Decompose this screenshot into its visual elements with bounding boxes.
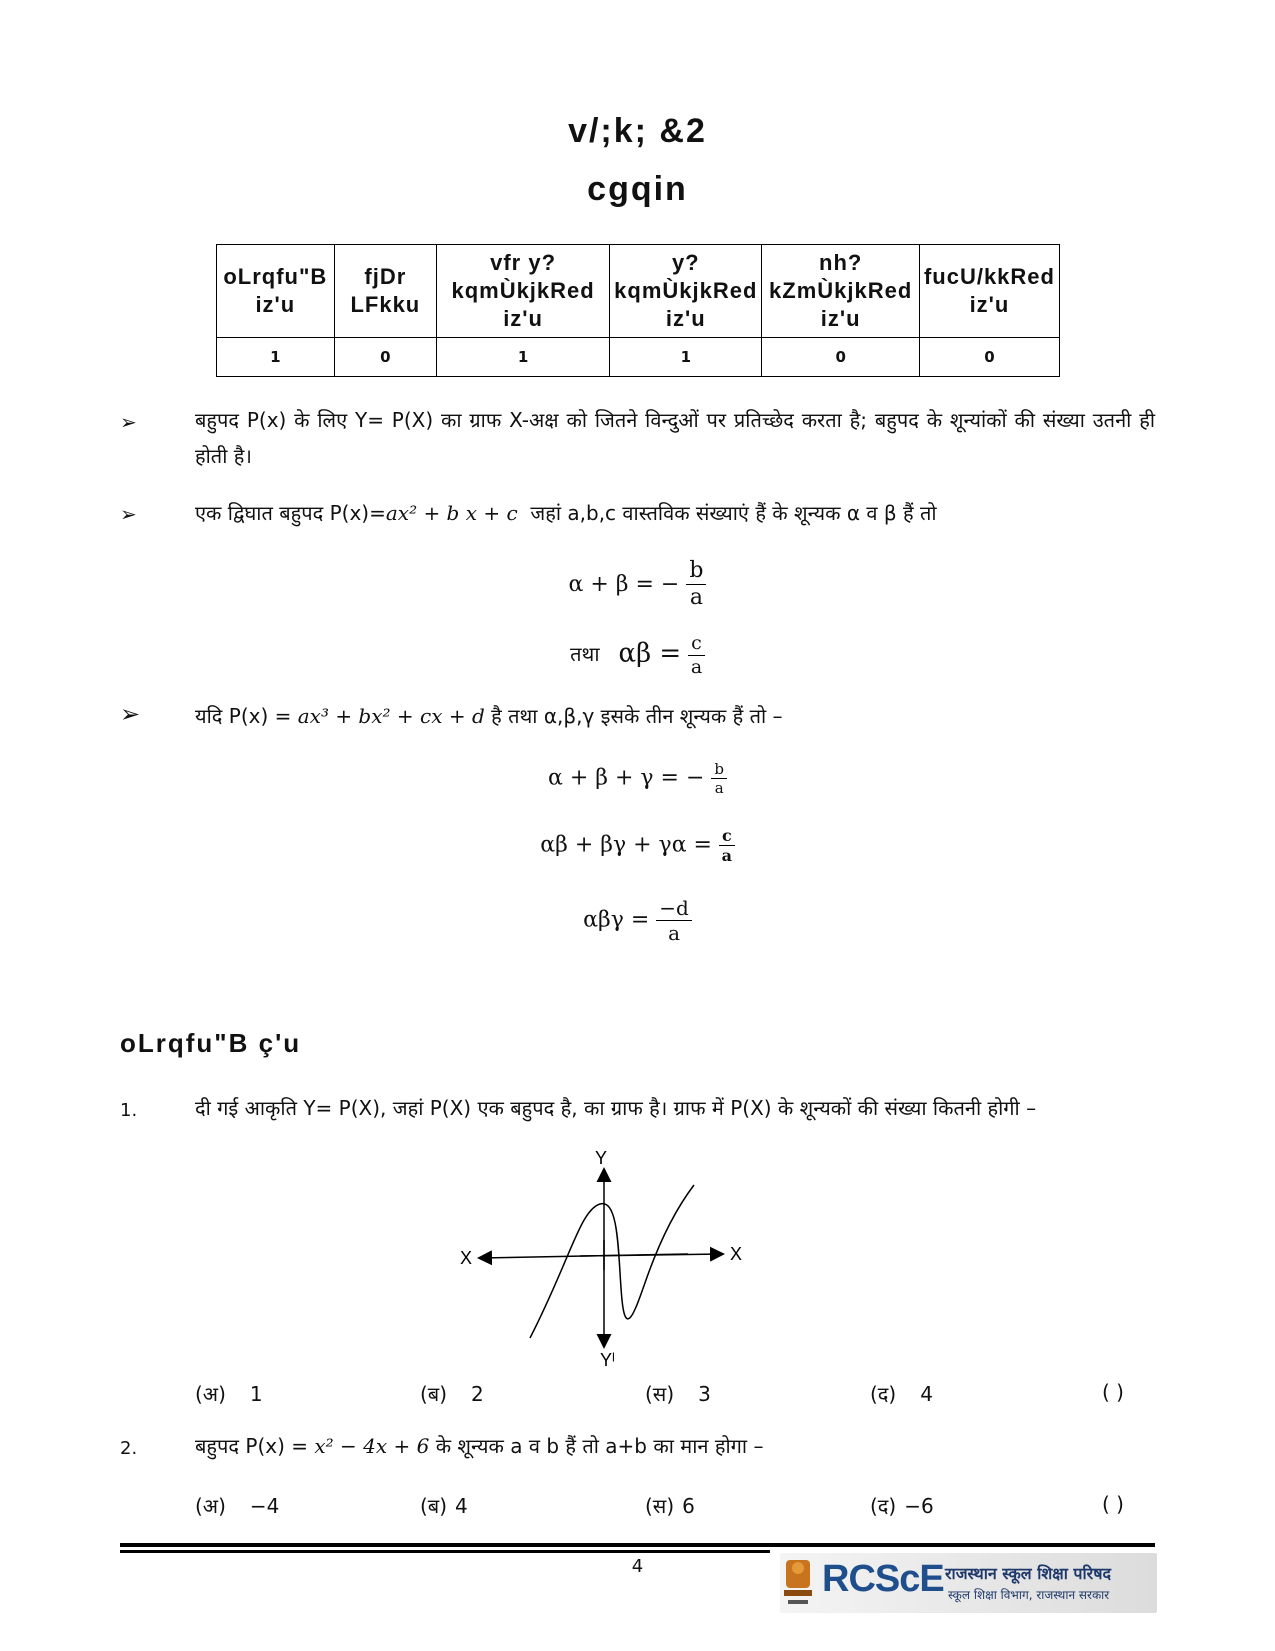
chapter-name: cgqin <box>587 170 688 208</box>
q1-option-b[interactable] <box>420 1380 484 1407</box>
header-line: fjDr <box>364 264 407 289</box>
option-value: 1 <box>249 1382 263 1406</box>
q1-answer-box[interactable]: ( ) <box>1102 1380 1124 1404</box>
note-text: एक द्विघात बहुपद P(x)= <box>195 501 386 525</box>
q2-option-d[interactable] <box>870 1492 934 1519</box>
option-value: 4 <box>920 1382 933 1406</box>
formula-lhs: αβ = <box>618 638 682 669</box>
note-bullet-3 <box>195 698 1155 734</box>
question-weightage-table <box>216 244 1060 377</box>
note-text: है तथा α,β,γ इसके तीन शून्यक हैं तो – <box>491 704 783 728</box>
option-value: −4 <box>249 1494 280 1518</box>
option-label: (अ) <box>195 1382 226 1406</box>
header-line: vfr y?kqmÙkjkRed <box>451 250 595 303</box>
numerator: b <box>686 558 706 585</box>
table-header-fill-blank <box>334 245 436 338</box>
q2-option-a[interactable] <box>195 1492 279 1519</box>
q1-option-c[interactable] <box>645 1380 711 1407</box>
formula-sum-roots-cubic <box>0 760 1275 797</box>
header-line: oLrqfu"B <box>223 264 328 289</box>
option-label: (अ) <box>195 1494 226 1518</box>
option-label: (द) <box>870 1494 897 1518</box>
table-header-essay <box>919 245 1059 338</box>
formula-lhs: α + β = − <box>568 571 680 597</box>
denominator: a <box>714 779 724 797</box>
graph-label-x-right: X <box>730 1244 743 1264</box>
footer-divider <box>120 1543 1155 1547</box>
numerator: c <box>719 826 735 846</box>
formula-pairwise-product-cubic <box>0 826 1275 865</box>
numerator: −d <box>656 896 692 921</box>
formula-sum-roots-quadratic <box>0 558 1275 612</box>
header-line: iz'u <box>665 306 706 331</box>
bullet-arrow-icon: ➢ <box>120 410 137 434</box>
numerator: b <box>711 760 727 779</box>
q1-option-a[interactable] <box>195 1380 263 1407</box>
table-header-row <box>217 245 1060 338</box>
logo-text-english: RCScE <box>822 1558 944 1600</box>
table-header-short <box>610 245 762 338</box>
denominator: a <box>689 585 703 611</box>
logo-text-hindi: राजस्थान स्कूल शिक्षा परिषद <box>945 1564 1111 1583</box>
option-label: (ब) <box>420 1382 448 1406</box>
table-cell: 0 <box>762 338 920 377</box>
question-text: के शून्यक a व b हैं तो a+b का मान होगा – <box>435 1434 764 1458</box>
bullet-arrow-icon: ➢ <box>120 700 141 728</box>
header-line: iz'u <box>255 292 296 317</box>
bullet-arrow-icon: ➢ <box>120 502 137 526</box>
header-line: iz'u <box>820 306 861 331</box>
table-cell: 0 <box>919 338 1059 377</box>
note-bullet-2 <box>195 495 1155 531</box>
table-header-very-short <box>437 245 610 338</box>
fraction <box>656 896 692 945</box>
header-line: nh?kZmÙkjkRed <box>769 250 913 303</box>
q1-option-d[interactable] <box>870 1380 933 1407</box>
denominator: a <box>690 655 703 678</box>
state-emblem-icon <box>780 1556 816 1612</box>
logo-subtext-hindi: स्कूल शिक्षा विभाग, राजस्थान सरकार <box>948 1588 1110 1602</box>
chapter-title: v/;k; &2 <box>568 112 707 150</box>
polynomial-curve <box>530 1185 694 1338</box>
option-value: 2 <box>471 1382 484 1406</box>
formula-product-roots-cubic <box>0 896 1275 945</box>
polynomial-graph <box>450 1140 780 1370</box>
cubic-expression: ax³ + bx² + cx + d <box>297 704 485 728</box>
question-1-text: दी गई आकृति Y= P(X), जहां P(X) एक बहुपद है, का ग्राफ है। ग्राफ में P(X) के शून्यकों की संख्या कितनी होगी – <box>195 1096 1037 1120</box>
table-header-objective <box>217 245 335 338</box>
note-text: जहां a,b,c वास्तविक संख्याएं हैं के शून्यक α व β हैं तो <box>530 501 937 525</box>
formula-lhs: α + β + γ = − <box>547 765 705 791</box>
option-label: (स) <box>645 1494 675 1518</box>
quadratic-expression: ax² + b x + c <box>385 501 518 525</box>
note-text: यदि P(x) = <box>195 704 292 728</box>
question-2-text <box>195 1428 1155 1464</box>
table-cell: 0 <box>334 338 436 377</box>
table-row <box>217 338 1060 377</box>
header-line: iz'u <box>503 306 543 331</box>
formula-lhs: αβγ = <box>583 907 650 933</box>
formula-product-roots-quadratic <box>0 632 1275 679</box>
q2-answer-box[interactable]: ( ) <box>1102 1492 1124 1516</box>
option-value: 4 <box>455 1494 468 1518</box>
footer-divider-accent <box>120 1550 770 1553</box>
denominator: a <box>668 921 681 945</box>
fraction <box>686 558 706 612</box>
option-value: 3 <box>698 1382 711 1406</box>
option-label: (ब) <box>420 1494 448 1518</box>
graph-label-x-left: X <box>460 1248 473 1268</box>
option-value: −6 <box>904 1494 934 1518</box>
formula-word: तथा <box>570 642 600 667</box>
formula-lhs: αβ + βγ + γα = <box>540 832 712 858</box>
header-line: fucU/kkRed <box>923 264 1055 289</box>
header-line: iz'u <box>969 292 1010 317</box>
option-label: (द) <box>870 1382 897 1406</box>
table-cell: 1 <box>217 338 335 377</box>
denominator: a <box>721 846 733 866</box>
q2-option-b[interactable] <box>420 1492 468 1519</box>
numerator: c <box>688 632 705 656</box>
option-label: (स) <box>645 1382 675 1406</box>
section-heading-objective: oLrqfu"B ç'u <box>120 1028 302 1058</box>
x-axis-right <box>580 1254 722 1256</box>
question-number: 1. <box>120 1100 138 1121</box>
fraction <box>719 826 735 865</box>
table-cell: 1 <box>610 338 762 377</box>
question-text: बहुपद P(x) = <box>195 1434 308 1458</box>
header-line: LFkku <box>350 292 421 317</box>
option-value: 6 <box>682 1494 695 1518</box>
graph-label-y-top: Y <box>595 1148 608 1168</box>
fraction <box>711 760 727 797</box>
page-number: 4 <box>631 1556 644 1577</box>
quadratic-expression: x² − 4x + 6 <box>314 1434 430 1458</box>
table-header-long <box>762 245 920 338</box>
header-line: y?kqmÙkjkRed <box>614 250 758 303</box>
question-number: 2. <box>120 1438 138 1459</box>
note-bullet-1: बहुपद P(x) के लिए Y= P(X) का ग्राफ X-अक्ष को जितने विन्दुओं पर प्रतिच्छेद करता है; बहुपद के शून्यांकों की संख्या उतनी ही होती है। <box>195 408 1155 468</box>
q2-option-c[interactable] <box>645 1492 695 1519</box>
fraction <box>688 632 705 679</box>
graph-label-y-bottom: Yˡ <box>600 1350 615 1370</box>
table-cell: 1 <box>437 338 610 377</box>
